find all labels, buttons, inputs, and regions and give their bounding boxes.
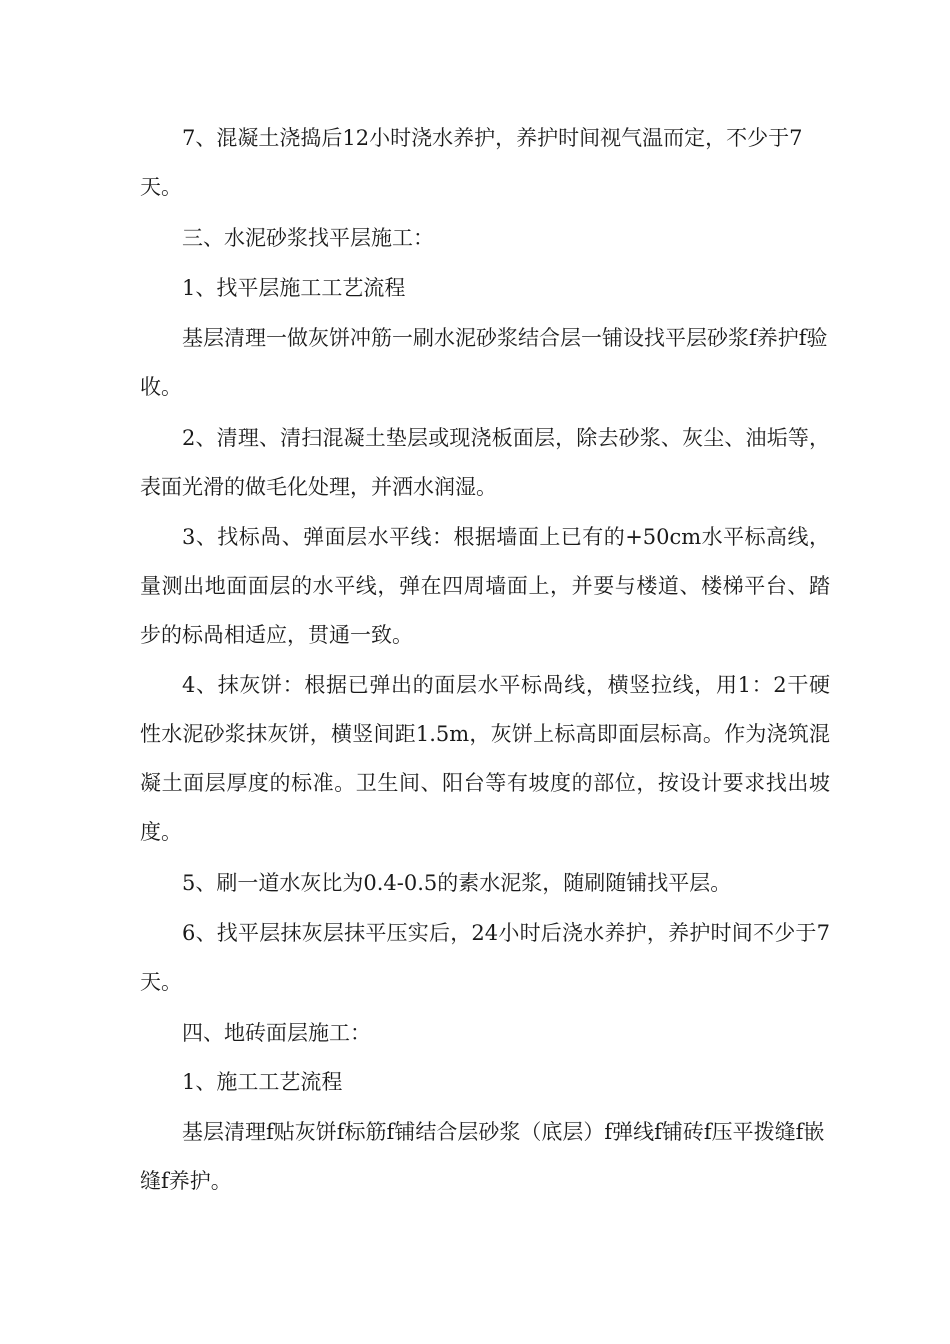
paragraph-tile-process-flow: 基层清理f贴灰饼f标筋f铺结合层砂浆（底层）f弹线f铺砖f压平拨缝f嵌缝f养护。	[140, 1120, 825, 1193]
section-heading-floor-tile: 四、地砖面层施工：	[182, 1021, 371, 1045]
paragraph-leveling-curing: 6、找平层抹灰层抹平压实后，24小时后浇水养护，养护时间不少于7天。	[140, 921, 830, 994]
subheading-tile-process: 1、施工工艺流程	[182, 1070, 343, 1094]
paragraph-plaster-cakes: 4、抹灰饼：根据已弹出的面层水平标咼线，横竖拉线，用1：2干硬性水泥砂浆抹灰饼，横竖间距1.5m，灰饼上标高即面层标高。作为浇筑混凝土面层厚度的标准。卫生间、阳台等有坡度的部位，按设计要求找出坡度。	[140, 673, 830, 844]
paragraph-elevation-lines: 3、找标咼、弹面层水平线：根据墙面上已有的+50cm水平标高线，量测出地面面层的水平线，弹在四周墙面上，并要与楼道、楼梯平台、踏步的标咼相适应，贯通一致。	[140, 525, 830, 647]
paragraph-cement-paste: 5、刷一道水灰比为0.4-0.5的素水泥浆，随刷随铺找平层。	[182, 871, 732, 895]
paragraph-cleaning: 2、清理、清扫混凝土垫层或现浇板面层，除去砂浆、灰尘、油垢等，表面光滑的做毛化处理，并洒水润湿。	[140, 426, 830, 499]
subheading-leveling-process: 1、找平层施工工艺流程	[182, 276, 406, 300]
paragraph-curing-concrete: 7、混凝土浇捣后12小时浇水养护，养护时间视气温而定，不少于7天。	[140, 126, 803, 199]
paragraph-leveling-process-flow: 基层清理一做灰饼冲筋一刷水泥砂浆结合层一铺设找平层砂浆f养护f验收。	[140, 326, 828, 399]
section-heading-cement-mortar-leveling: 三、水泥砂浆找平层施工：	[182, 226, 434, 250]
